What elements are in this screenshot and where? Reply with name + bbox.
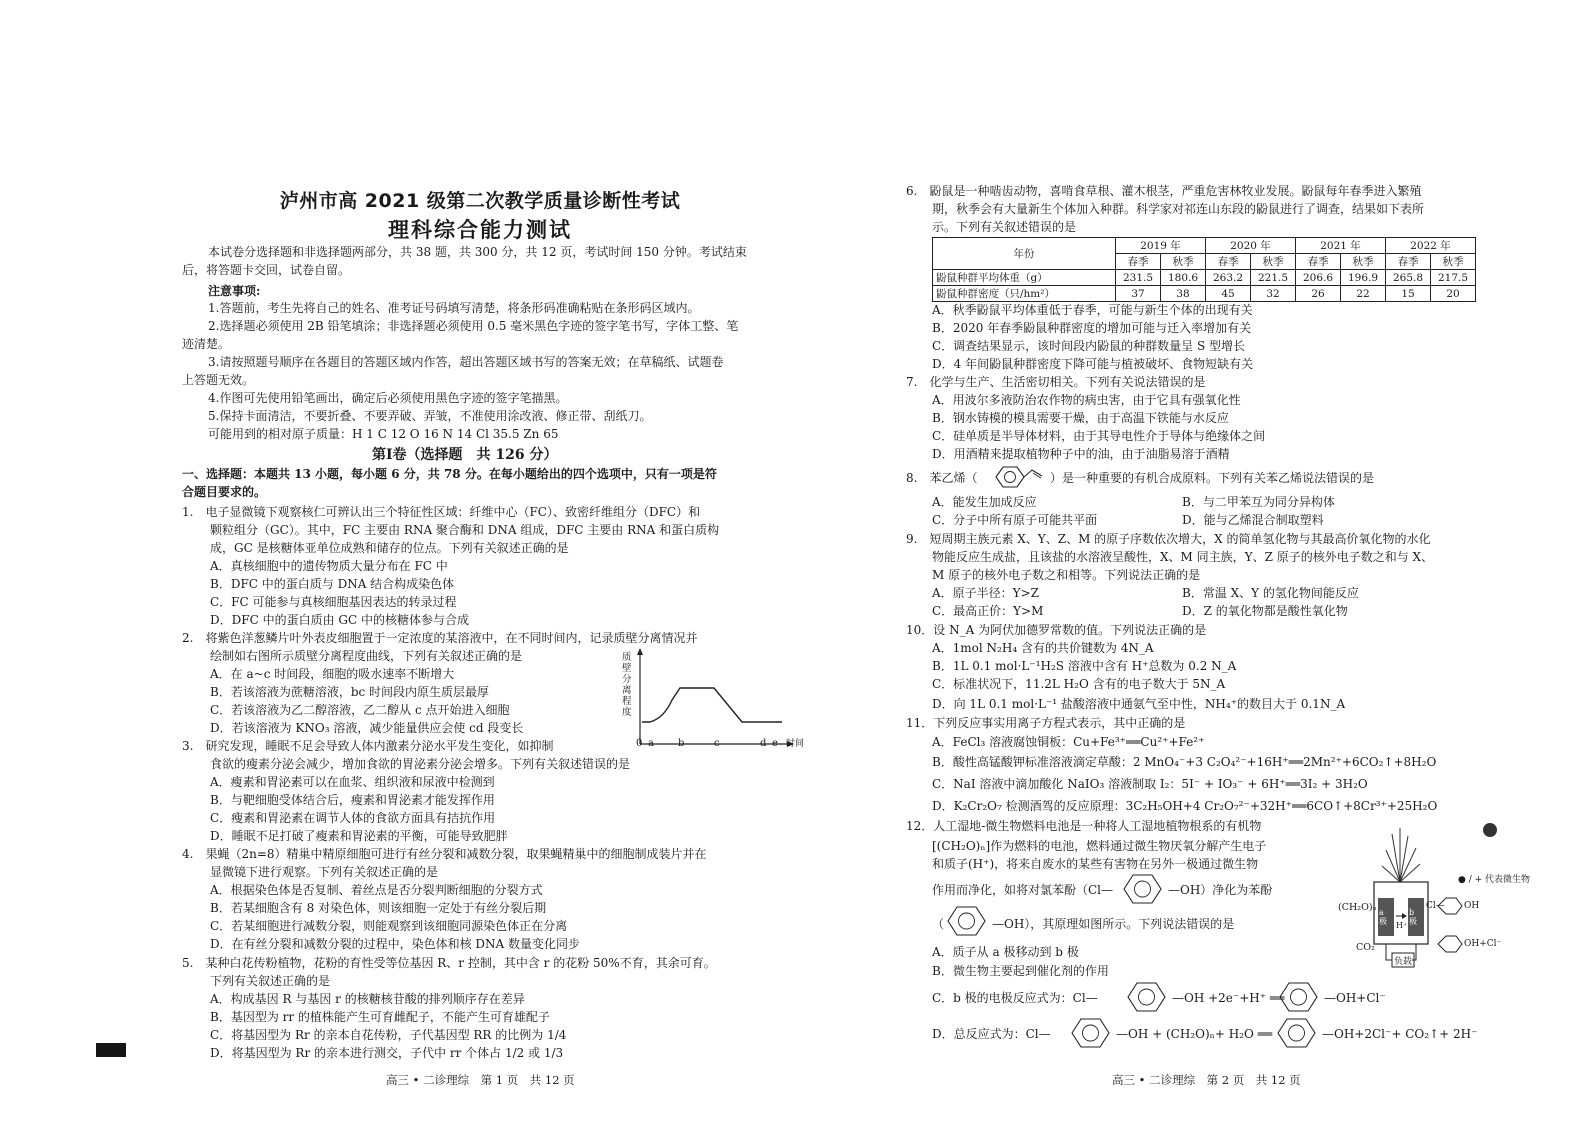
table-cell: 26 xyxy=(1296,286,1341,302)
table-cell: 206.6 xyxy=(1296,270,1341,286)
q2-stem: 2. 将紫色洋葱鳞片叶外表皮细胞置于一定浓度的某溶液中，在不同时间内，记录质壁分离情况并 xyxy=(182,631,698,645)
q11-option: A．FeCl₃ 溶液腐蚀铜板：Cu+Fe³⁺══Cu²⁺+Fe²⁺ xyxy=(932,735,1205,749)
q11-option: C．NaI 溶液中滴加酸化 NaIO₃ 溶液制取 I₂：5I⁻ + IO₃⁻ + 6H⁺══3I₂ + 3H₂O xyxy=(932,777,1368,791)
q3-option: A．瘦素和胃泌素可以在血浆、组织液和尿液中检测到 xyxy=(210,775,495,789)
table-cell: 45 xyxy=(1206,286,1251,302)
q5-stem: 下列有关叙述正确的是 xyxy=(210,974,331,988)
q6-option: D．4 年间鼢鼠种群密度下降可能与植被破坏、食物短缺有关 xyxy=(932,357,1254,371)
q1-option: D．DFC 中的蛋白质由 GC 中的核糖体参与合成 xyxy=(210,613,469,627)
section-title: 第Ⅰ卷（选择题 共 126 分） xyxy=(372,447,558,463)
table-cell: 217.5 xyxy=(1431,270,1476,286)
q2-stem: 绘制如右图所示质壁分离程度曲线，下列有关叙述正确的是 xyxy=(210,649,523,663)
q4-option: D．在有丝分裂和减数分裂的过程中，染色体和核 DNA 数量变化同步 xyxy=(210,937,581,951)
q12-stem: [(CH₂O)ₙ]作为燃料的电池，燃料通过微生物厌氧分解产生电子 xyxy=(932,839,1267,853)
table-cell: 180.6 xyxy=(1161,270,1206,286)
intro-line: 本试卷分选择题和非选择题两部分，共 38 题，共 300 分，共 12 页，考试时间 150 分钟。考试结束 xyxy=(208,245,747,259)
notice-line: 3.请按照题号顺序在各题目的答题区域内作答，超出答题区域书写的答案无效；在草稿纸、试题卷 xyxy=(208,355,724,369)
q1-option: C．FC 可能参与真核细胞基因表达的转录过程 xyxy=(210,595,457,609)
table-season-cell: 春季 xyxy=(1296,254,1341,270)
q7-option: A．用波尔多液防治农作物的病虫害，由于它具有强氧化性 xyxy=(932,393,1241,407)
benzene-ring-icon xyxy=(1124,980,1170,1014)
table-year-cell: 2022 年 xyxy=(1386,238,1476,254)
q9-option: B．常温 X、Y 的氢化物间能反应 xyxy=(1182,586,1359,600)
diagram-ch2o-label: (CH₂O)ₙ xyxy=(1338,902,1377,913)
notice-line: 迹清楚。 xyxy=(182,337,231,351)
q4-option: C．若某细胞进行减数分裂，则能观察到该细胞同源染色体正在分离 xyxy=(210,919,568,933)
q10-option: B．1L 0.1 mol·L⁻¹H₂S 溶液中含有 H⁺总数为 0.2 N_A xyxy=(932,659,1237,673)
table-season-cell: 春季 xyxy=(1386,254,1431,270)
q6-option: B．2020 年春季鼢鼠种群密度的增加可能与迁入率增加有关 xyxy=(932,321,1252,335)
q8-stem: 8. 苯乙烯（ xyxy=(906,471,978,485)
q1-option: B．DFC 中的蛋白质与 DNA 结合构成染色体 xyxy=(210,577,455,591)
benzene-ring-icon xyxy=(1274,1016,1320,1050)
q5-option: A．构成基因 R 与基因 r 的核糖核苷酸的排列顺序存在差异 xyxy=(210,992,525,1006)
q12-option: —OH + (CH₂O)ₙ+ H₂O ══ xyxy=(1116,1027,1273,1041)
q11-option: D．K₂Cr₂O₇ 检测酒驾的反应原理：3C₂H₅OH+4 Cr₂O₇²⁻+32H⁺══6CO↑+8Cr³⁺+25H₂O xyxy=(932,799,1438,813)
q5-option: C．将基因型为 Rr 的亲本自花传粉，子代基因型 RR 的比例为 1/4 xyxy=(210,1028,567,1042)
q6-option: A．秋季鼢鼠平均体重低于春季，可能与新生个体的出现有关 xyxy=(932,303,1253,317)
notice-title: 注意事项: xyxy=(208,284,261,298)
table-cell: 32 xyxy=(1251,286,1296,302)
q3-stem: 3. 研究发现，睡眠不足会导致人体内激素分泌水平发生变化，如抑制 xyxy=(182,739,554,753)
right-page xyxy=(794,0,1588,1122)
q9-option: A．原子半径：Y>Z xyxy=(932,586,1039,600)
q12-option: —OH+Cl⁻ xyxy=(1324,991,1386,1005)
table-season-cell: 春季 xyxy=(1206,254,1251,270)
table-year-cell: 2019 年 xyxy=(1116,238,1206,254)
q4-option: B．若某细胞含有 8 对染色体，则该细胞一定处于有丝分裂后期 xyxy=(210,901,547,915)
q4-stem: 4. 果蝇（2n=8）精巢中精原细胞可进行有丝分裂和减数分裂，取果蝇精巢中的细胞制成装片并在 xyxy=(182,847,707,861)
table-year-cell: 2021 年 xyxy=(1296,238,1386,254)
table-row xyxy=(933,286,1476,302)
notice-line: 5.保持卡面清洁，不要折叠、不要弄破、弄皱，不准使用涂改液、修正带、刮纸刀。 xyxy=(208,409,652,423)
table-cell: 38 xyxy=(1161,286,1206,302)
table-row-label: 鼢鼠种群平均体重（g） xyxy=(933,270,1116,286)
table-row-label: 鼢鼠种群密度（只/hm²） xyxy=(933,286,1116,302)
graph-x-title: 时间 xyxy=(786,739,805,749)
population-table xyxy=(932,237,1476,302)
q9-stem: 物能反应生成盐，且该盐的水溶液呈酸性，X、M 同主族，Y、Z 原子的核外电子数之和与 X、 xyxy=(932,550,1434,564)
graph-tick: e xyxy=(772,738,778,749)
diagram-legend: ● / + 代表微生物 xyxy=(1458,875,1531,885)
q9-option: D．Z 的氧化物都是酸性氧化物 xyxy=(1182,604,1348,618)
q12-option: A．质子从 a 极移动到 b 极 xyxy=(932,945,1079,959)
benzene-ring-icon xyxy=(1276,980,1322,1014)
graph-ylabel: 质壁分离程度 xyxy=(622,652,632,718)
benzene-ring-icon xyxy=(1438,936,1462,952)
q6-stem: 示。下列有关叙述错误的是 xyxy=(932,220,1077,234)
q11-option: B．酸性高锰酸钾标准溶液滴定草酸：2 MnO₄⁻+3 C₂O₄²⁻+16H⁺══2Mn²⁺+6CO₂↑+8H₂O xyxy=(932,755,1437,769)
q10-option: D．向 1L 0.1 mol·L⁻¹ 盐酸溶液中通氨气至中性，NH₄⁺的数目大于 0.1N_A xyxy=(932,697,1346,711)
table-season-cell: 秋季 xyxy=(1431,254,1476,270)
q9-option: C．最高正价：Y>M xyxy=(932,604,1044,618)
q12-option: —OH+2Cl⁻+ CO₂↑+ 2H⁻ xyxy=(1322,1027,1478,1041)
q11-stem: 11．下列反应事实用离子方程式表示，其中正确的是 xyxy=(906,716,1186,730)
q12-option: B．微生物主要起到催化剂的作用 xyxy=(932,964,1109,978)
q6-stem: 期，秋季会有大量新生个体加入种群。科学家对祁连山东段的鼢鼠进行了调查，结果如下表所 xyxy=(932,202,1425,216)
benzene-ring-icon xyxy=(1120,872,1166,906)
benzene-ring-icon xyxy=(944,904,990,938)
diagram-cl-label: Cl— xyxy=(1426,901,1445,911)
q7-option: B．钢水铸模的模具需要干燥，由于高温下铁能与水反应 xyxy=(932,411,1229,425)
table-cell: 15 xyxy=(1386,286,1431,302)
table-cell: 22 xyxy=(1341,286,1386,302)
q12-option: —OH +2e⁻+H⁺ ══ xyxy=(1172,991,1285,1005)
q6-option: C．调查结果显示，该时间段内鼢鼠的种群数量呈 S 型增长 xyxy=(932,339,1246,353)
q2-option: C．若该溶液为乙二醇溶液，乙二醇从 c 点开始进入细胞 xyxy=(210,703,510,717)
q4-stem: 显微镜下进行观察。下列有关叙述正确的是 xyxy=(210,865,439,879)
part-instruction: 一、选择题：本题共 13 小题，每小题 6 分，共 78 分。在每小题给出的四个选项中，只有一项是符 xyxy=(182,467,717,481)
q5-option: B．基因型为 rr 的植株能产生可育雌配子，不能产生可育雄配子 xyxy=(210,1010,550,1024)
q8-stem: ）是一种重要的有机合成原料。下列有关苯乙烯说法错误的是 xyxy=(1050,471,1375,485)
notice-line: 上答题无效。 xyxy=(182,373,255,387)
plant-icon xyxy=(1382,828,1420,882)
diagram-ohcl-label: OH+Cl⁻ xyxy=(1464,939,1502,949)
q3-option: C．瘦素和胃泌素在调节人体的食欲方面具有拮抗作用 xyxy=(210,811,496,825)
q1-option: A．真核细胞中的遗传物质大量分布在 FC 中 xyxy=(210,559,448,573)
styrene-structure xyxy=(990,464,1046,490)
q12-stem: 12．人工湿地-微生物燃料电池是一种将人工湿地植物根系的有机物 xyxy=(906,819,1262,833)
q3-option: B．与靶细胞受体结合后，瘦素和胃泌素才能发挥作用 xyxy=(210,793,495,807)
table-season-cell: 春季 xyxy=(1116,254,1161,270)
diagram-load-label: 负载 xyxy=(1394,957,1413,967)
notice-line: 1.答题前，考生先将自己的姓名、准考证号码填写清楚，将条形码准确粘贴在条形码区域内。 xyxy=(208,301,700,315)
q5-option: D．将基因型为 Rr 的亲本进行测交，子代中 rr 个体占 1/2 或 1/3 xyxy=(210,1046,564,1060)
intro-line: 后，将答题卡交回，试卷自留。 xyxy=(182,263,351,277)
table-year-cell: 2020 年 xyxy=(1206,238,1296,254)
table-cell: 37 xyxy=(1116,286,1161,302)
part-instruction: 合题目要求的。 xyxy=(182,485,267,499)
table-season-cell: 秋季 xyxy=(1161,254,1206,270)
diagram-oh-label: OH xyxy=(1464,901,1480,911)
graph-tick: b xyxy=(678,738,685,749)
atomic-mass-line: 可能用到的相对原子质量：H 1 C 12 O 16 N 14 Cl 35.5 Zn 65 xyxy=(208,427,559,441)
q12-stem: —OH），其原理如图所示。下列说法错误的是 xyxy=(992,917,1235,931)
page-footer: 高三 • 二诊理综 第 2 页 共 12 页 xyxy=(1112,1073,1301,1087)
table-row xyxy=(933,270,1476,286)
q8-option: C．分子中所有原子可能共平面 xyxy=(932,513,1098,527)
q12-option: D．总反应式为：Cl— xyxy=(932,1027,1051,1041)
graph-tick: c xyxy=(714,738,720,749)
q3-option: D．睡眠不足打破了瘦素和胃泌素的平衡，可能导致肥胖 xyxy=(210,829,508,843)
table-cell: 20 xyxy=(1431,286,1476,302)
table-cell: 265.8 xyxy=(1386,270,1431,286)
diagram-b-label: b 极 xyxy=(1409,908,1417,926)
q1-stem: 颗粒组分（GC）。其中，FC 主要由 RNA 聚合酶和 DNA 组成，DFC 主要由 RNA 和蛋白质构 xyxy=(210,523,720,537)
page-footer: 高三 • 二诊理综 第 1 页 共 12 页 xyxy=(386,1073,575,1087)
diagram-a-label: a 极 xyxy=(1379,908,1387,926)
table-cell: 263.2 xyxy=(1206,270,1251,286)
table-season-cell: 秋季 xyxy=(1341,254,1386,270)
q12-stem: 和质子(H⁺)，将来自废水的某些有害物在另外一极通过微生物 xyxy=(932,857,1259,871)
q8-option: B．与二甲苯互为同分异构体 xyxy=(1182,495,1335,509)
notice-line: 2.选择题必须使用 2B 铅笔填涂；非选择题必须使用 0.5 毫米黑色字迹的签字笔书写，字体工整、笔 xyxy=(208,319,739,333)
q2-option: D．若该溶液为 KNO₃ 溶液，减少能量供应会使 cd 段变长 xyxy=(210,721,524,735)
q12-stem: 作用而净化，如将对氯苯酚（Cl— xyxy=(932,883,1114,897)
q7-option: C．硅单质是半导体材料，由于其导电性介于导体与绝缘体之间 xyxy=(932,429,1266,443)
q10-option: C．标准状况下，11.2L H₂O 含有的电子数大于 5N_A xyxy=(932,677,1226,691)
q12-stem: —OH）净化为苯酚 xyxy=(1168,883,1273,897)
q10-option: A．1mol N₂H₄ 含有的共价键数为 4N_A xyxy=(932,641,1154,655)
q8-option: D．能与乙烯混合制取塑料 xyxy=(1182,513,1324,527)
q10-stem: 10．设 N_A 为阿伏加德罗常数的值。下列说法正确的是 xyxy=(906,623,1207,637)
q7-stem: 7. 化学与生产、生活密切相关。下列有关说法错误的是 xyxy=(906,375,1206,389)
graph-y-arrow xyxy=(637,648,643,655)
q9-stem: M 原子的核外电子数之和相等。下列说法正确的是 xyxy=(932,568,1201,582)
graph-tick: d xyxy=(760,738,767,749)
q1-stem: 成，GC 是核糖体亚单位成熟和储存的位点。下列有关叙述正确的是 xyxy=(210,541,569,555)
benzene-ring-icon xyxy=(1068,1016,1114,1050)
q9-stem: 9. 短周期主族元素 X、Y、Z、M 的原子序数依次增大，X 的简单氢化物与其最高价氧化物的水化 xyxy=(906,532,1431,546)
q3-stem: 食欲的瘦素分泌会减少，增加食欲的胃泌素分泌会增多。下列有关叙述错误的是 xyxy=(210,757,631,771)
table-season-cell: 秋季 xyxy=(1251,254,1296,270)
scan-mark xyxy=(96,1043,126,1057)
q1-stem: 1. 电子显微镜下观察核仁可辨认出三个特征性区域：纤维中心（FC）、致密纤维组分（DFC）和 xyxy=(182,505,701,519)
graph-tick: 0 xyxy=(636,738,643,749)
table-cell: 196.9 xyxy=(1341,270,1386,286)
q12-option: C．b 极的电极反应式为：Cl— xyxy=(932,991,1098,1005)
exam-title: 泸州市高 2021 级第二次教学质量诊断性考试 xyxy=(279,190,681,212)
notice-line: 4.作图可先使用铅笔画出，确定后必须使用黑色字迹的签字笔描黑。 xyxy=(208,391,568,405)
plasmolysis-curve xyxy=(642,688,782,722)
diagram-co2-label: CO₂ xyxy=(1356,942,1375,953)
q6-stem: 6. 鼢鼠是一种啮齿动物，喜啃食草根、灌木根茎，严重危害林牧业发展。鼢鼠每年春季进入繁殖 xyxy=(906,184,1422,198)
table-header-cell: 年份 xyxy=(933,238,1116,270)
q2-option: B．若该溶液为蔗糖溶液，bc 时间段内原生质层最厚 xyxy=(210,685,490,699)
exam-subtitle: 理科综合能力测试 xyxy=(388,218,572,242)
table-row xyxy=(933,238,1476,254)
sun-icon xyxy=(1483,823,1497,837)
diagram-hplus-label: H⁺ xyxy=(1396,921,1408,930)
table-cell: 231.5 xyxy=(1116,270,1161,286)
q7-option: D．用酒精来提取植物种子中的油，由于油脂易溶于酒精 xyxy=(932,447,1230,461)
q8-option: A．能发生加成反应 xyxy=(932,495,1037,509)
graph-tick: a xyxy=(648,738,654,749)
q4-option: A．根据染色体是否复制、着丝点是否分裂判断细胞的分裂方式 xyxy=(210,883,543,897)
q5-stem: 5. 某种白花传粉植物，花粉的育性受等位基因 R、r 控制，其中含 r 的花粉 50%不育，其余可育。 xyxy=(182,956,716,970)
table-cell: 221.5 xyxy=(1251,270,1296,286)
q2-option: A．在 a~c 时间段，细胞的吸水速率不断增大 xyxy=(210,667,455,681)
q12-stem: （ xyxy=(932,917,945,931)
